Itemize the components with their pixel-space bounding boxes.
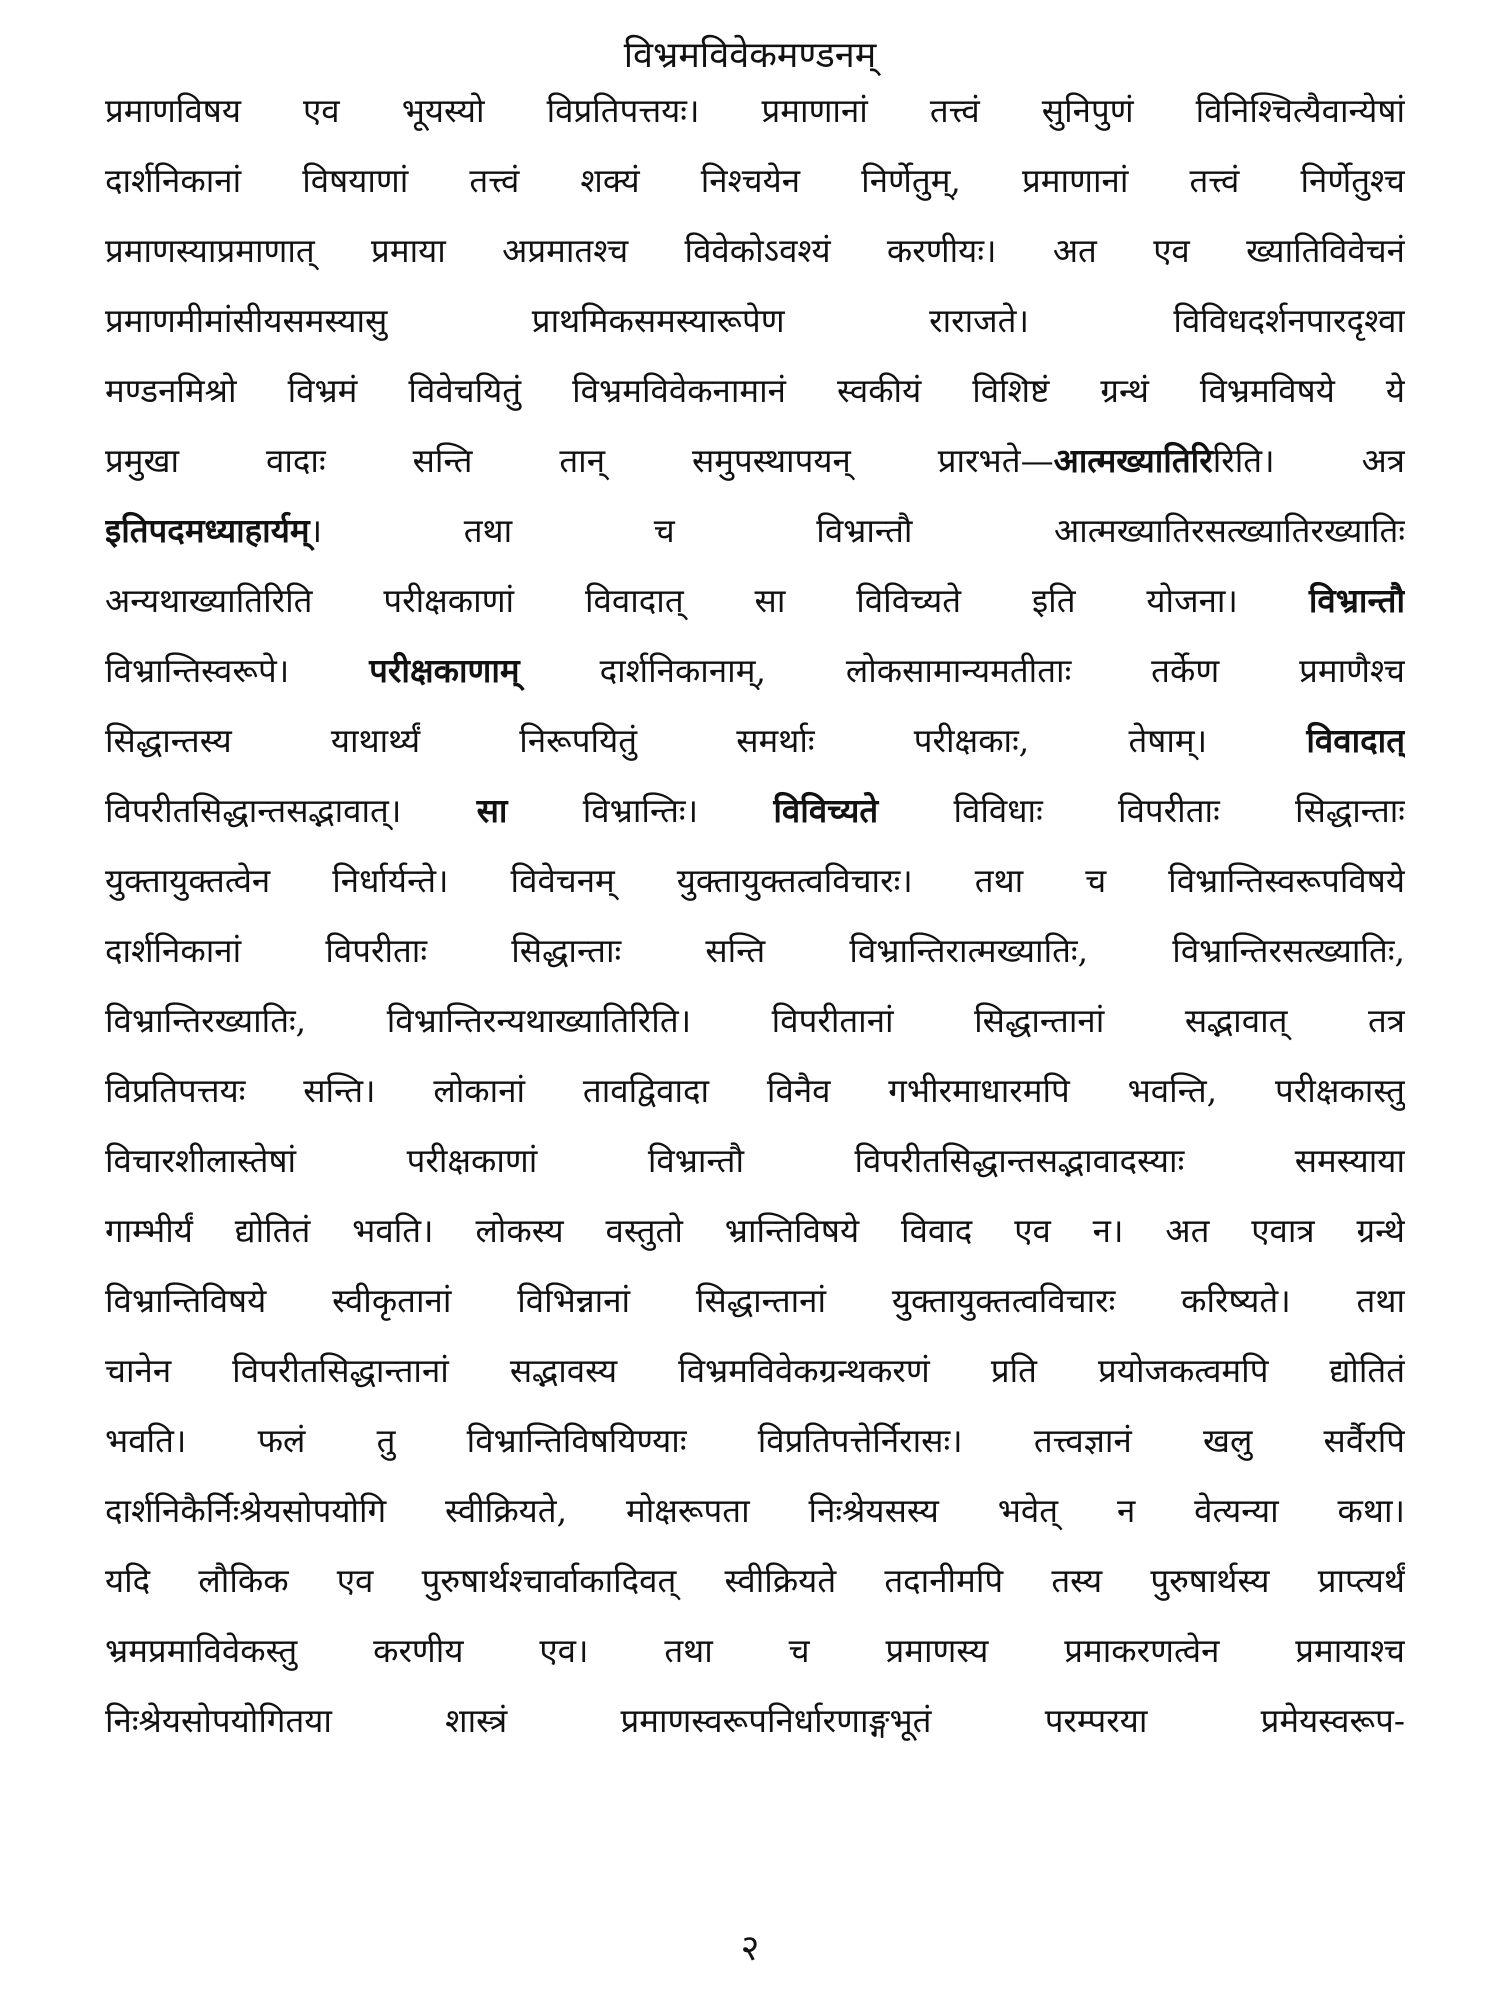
page-number: २	[740, 1928, 760, 1969]
text-segment: रिति। अत्र	[1212, 441, 1405, 480]
text-line	[105, 706, 1405, 776]
text-segment: प्रमाणस्याप्रमाणात् प्रमाया अप्रमातश्च विवेकोऽवश्यं करणीयः। अत एव ख्यातिविवेचनं	[105, 231, 1405, 270]
text-line	[105, 1196, 1405, 1266]
text-segment: विभ्रान्तिविषये स्वीकृतानां विभिन्नानां सिद्धान्तानां युक्तायुक्तत्वविचारः करिष्यते। तथा	[105, 1281, 1405, 1320]
text-segment: गाम्भीर्यं द्योतितं भवति। लोकस्य वस्तुतो भ्रान्तिविषये विवाद एव न। अत एवात्र ग्रन्थे	[105, 1211, 1405, 1250]
bold-term: आत्मख्यातिरि	[1053, 441, 1213, 480]
text-segment: विपरीतसिद्धान्तसद्भावात्।	[105, 791, 477, 830]
text-line	[105, 846, 1405, 916]
text-line	[105, 566, 1405, 636]
text-line	[105, 216, 1405, 286]
text-line	[105, 1336, 1405, 1406]
text-line	[105, 1546, 1405, 1616]
bold-term: परीक्षकाणाम्	[369, 651, 520, 690]
bold-term: विभ्रान्तौ	[1308, 581, 1405, 620]
running-head: विभ्रमविवेकमण्डनम्	[623, 35, 877, 76]
text-segment: प्रमुखा वादाः सन्ति तान् समुपस्थापयन् प्रारभते—	[105, 441, 1054, 480]
text-segment: दार्शनिकानाम्, लोकसामान्यमतीताः तर्केण प्रमाणैश्च	[519, 651, 1405, 690]
text-segment: विभ्रान्तिरख्यातिः, विभ्रान्तिरन्यथाख्यातिरिति। विपरीतानां सिद्धान्तानां सद्भावात् तत्र	[105, 1001, 1405, 1040]
text-line	[105, 986, 1405, 1056]
text-segment: दार्शनिकानां विषयाणां तत्त्वं शक्यं निश्चयेन निर्णेतुम्, प्रमाणानां तत्त्वं निर्णेतुश्च	[105, 161, 1405, 200]
text-segment: अन्यथाख्यातिरिति परीक्षकाणां विवादात् सा विविच्यते इति योजना।	[105, 581, 1309, 620]
text-segment: सिद्धान्तस्य याथार्थ्यं निरूपयितुं समर्थाः परीक्षकाः, तेषाम्।	[105, 721, 1307, 760]
text-line	[105, 146, 1405, 216]
text-segment: चानेन विपरीतसिद्धान्तानां सद्भावस्य विभ्रमविवेकग्रन्थकरणं प्रति प्रयोजकत्वमपि द्योतितं	[105, 1351, 1405, 1390]
text-line	[105, 1476, 1405, 1546]
text-segment: युक्तायुक्तत्वेन निर्धार्यन्ते। विवेचनम् युक्तायुक्तत्वविचारः। तथा च विभ्रान्तिस्वरूपविषये	[105, 861, 1405, 900]
text-line	[105, 776, 1405, 846]
text-segment: दार्शनिकानां विपरीताः सिद्धान्ताः सन्ति विभ्रान्तिरात्मख्यातिः, विभ्रान्तिरसत्ख्यातिः,	[105, 931, 1405, 970]
body-text	[105, 76, 1405, 1756]
text-line	[105, 1056, 1405, 1126]
text-segment: । तथा च विभ्रान्तौ आत्मख्यातिरसत्ख्यातिरख्यातिः	[309, 511, 1405, 550]
bold-term: विविच्यते	[773, 791, 879, 830]
text-line	[105, 1126, 1405, 1196]
text-segment: विविधाः विपरीताः सिद्धान्ताः	[878, 791, 1405, 830]
text-line	[105, 426, 1405, 496]
text-line	[105, 1266, 1405, 1336]
text-segment: विप्रतिपत्तयः सन्ति। लोकानां तावद्विवादा विनैव गभीरमाधारमपि भवन्ति, परीक्षकास्तु	[105, 1071, 1405, 1110]
text-line	[105, 916, 1405, 986]
text-line	[105, 1406, 1405, 1476]
text-segment: दार्शनिकैर्निःश्रेयसोपयोगि स्वीक्रियते, मोक्षरूपता निःश्रेयसस्य भवेत् न वेत्यन्या कथा।	[105, 1491, 1405, 1530]
text-line	[105, 76, 1405, 146]
text-segment: विभ्रान्तिः।	[507, 791, 774, 830]
text-segment: भवति। फलं तु विभ्रान्तिविषयिण्याः विप्रतिपत्तेर्निरासः। तत्त्वज्ञानं खलु सर्वैरपि	[105, 1421, 1405, 1460]
text-line	[105, 496, 1405, 566]
text-segment: मण्डनमिश्रो विभ्रमं विवेचयितुं विभ्रमविवेकनामानं स्वकीयं विशिष्टं ग्रन्थं विभ्रमविषये ये	[105, 371, 1405, 410]
text-segment: प्रमाणमीमांसीयसमस्यासु प्राथमिकसमस्यारूपेण राराजते। विविधदर्शनपारदृश्वा	[105, 301, 1405, 340]
text-segment: निःश्रेयसोपयोगितया शास्त्रं प्रमाणस्वरूपनिर्धारणाङ्गभूतं परम्परया प्रमेयस्वरूप-	[105, 1701, 1405, 1740]
text-segment: विभ्रान्तिस्वरूपे।	[105, 651, 370, 690]
text-segment: भ्रमप्रमाविवेकस्तु करणीय एव। तथा च प्रमाणस्य प्रमाकरणत्वेन प्रमायाश्च	[105, 1631, 1405, 1670]
text-line	[105, 356, 1405, 426]
text-line	[105, 286, 1405, 356]
text-line	[105, 636, 1405, 706]
bold-term: इतिपदमध्याहार्यम्	[105, 511, 310, 550]
bold-term: विवादात्	[1306, 721, 1405, 760]
text-line	[105, 1686, 1405, 1756]
bold-term: सा	[476, 791, 508, 830]
text-segment: विचारशीलास्तेषां परीक्षकाणां विभ्रान्तौ विपरीतसिद्धान्तसद्भावादस्याः समस्याया	[105, 1141, 1405, 1180]
text-segment: यदि लौकिक एव पुरुषार्थश्चार्वाकादिवत् स्वीक्रियते तदानीमपि तस्य पुरुषार्थस्य प्राप्त्यर्थं	[105, 1561, 1405, 1600]
text-line	[105, 1616, 1405, 1686]
text-segment: प्रमाणविषय एव भूयस्यो विप्रतिपत्तयः। प्रमाणानां तत्त्वं सुनिपुणं विनिश्चित्यैवान्येषां	[105, 91, 1405, 130]
